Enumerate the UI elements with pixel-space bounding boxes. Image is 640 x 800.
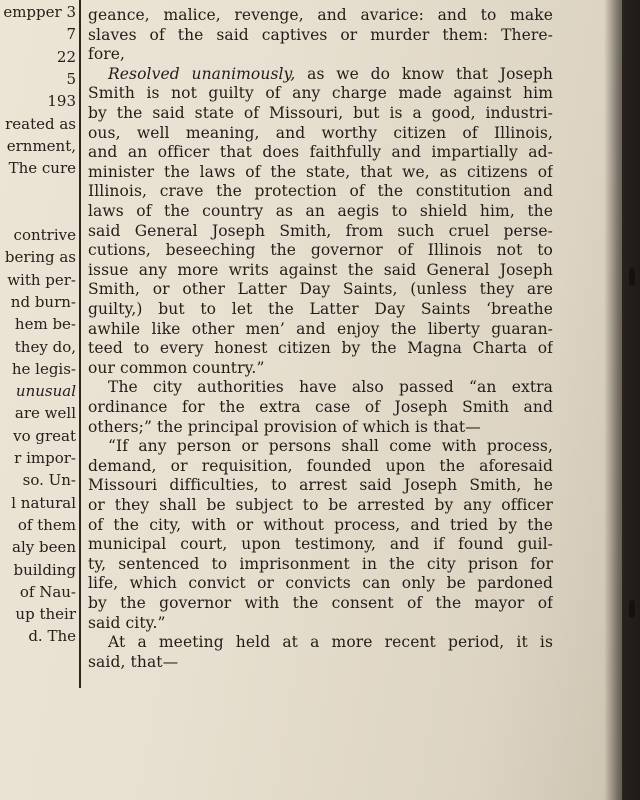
left-column-line: l natural: [11, 493, 76, 512]
article-line: The city authorities have also passed “an extra: [108, 378, 553, 397]
left-column-line: are well: [14, 404, 76, 423]
article-line: or they shall be subject to be arrested by any officer: [88, 496, 553, 514]
left-column-line: of them: [17, 515, 76, 534]
main-article-column: [88, 0, 553, 690]
left-column-line: with per-: [7, 270, 76, 289]
article-line: said, that—: [88, 652, 179, 671]
article-line: issue any more writs against the said General Joseph: [88, 260, 553, 279]
left-column-line: contrive: [13, 226, 76, 244]
left-column-line: 7: [66, 25, 76, 44]
article-line: Smith, or other Latter Day Saints, (unless they are: [88, 280, 553, 299]
left-column-line: d. The: [28, 627, 76, 646]
article-line: municipal court, upon testimony, and if found guil-: [88, 535, 553, 554]
article-line: awhile like other men’ and enjoy the liberty guaran-: [88, 319, 553, 338]
left-column-line: nd burn-: [10, 292, 76, 311]
article-line: and an officer that does faithfully and impartially ad-: [88, 143, 553, 162]
article-line: Illinois, crave the protection of the constitution and: [88, 182, 553, 201]
left-column-line: of Nau-: [19, 582, 76, 601]
article-line: Missouri difficulties, to arrest said Joseph Smith, he: [88, 476, 553, 495]
left-column-line: empper 3: [3, 3, 76, 21]
left-column-line: 5: [66, 69, 76, 88]
article-line: fore,: [88, 45, 126, 64]
article-line: teed to every honest citizen by the Magna Charta of: [88, 339, 553, 358]
left-column-line: up their: [15, 605, 76, 624]
article-line: of the city, with or without process, and tried by the: [88, 515, 553, 534]
article-line: life, which convict or convicts can only be pardoned: [88, 574, 553, 593]
article-line: slaves of the said captives or murder them: There-: [88, 25, 553, 44]
article-line: demand, or requisition, founded upon the aforesaid: [88, 456, 553, 475]
left-column-line: they do,: [14, 337, 76, 356]
left-column-line: bering as: [4, 248, 76, 267]
left-column-line: reated as: [5, 114, 76, 133]
article-line: Smith is not guilty of any charge made against him: [88, 84, 553, 103]
left-column-line: he legis-: [11, 359, 76, 378]
article-line: by the governor with the consent of the mayor of: [88, 594, 553, 612]
left-column-line: 193: [47, 92, 76, 111]
left-column-line: r impor-: [14, 449, 76, 467]
article-line: others;” the principal provision of which is that—: [88, 417, 481, 436]
left-column-line: hem be-: [14, 315, 76, 334]
binding-mark: [629, 600, 635, 618]
article-line: ty, sentenced to imprisonment in the city prison for: [88, 554, 553, 573]
left-column-fragment: [0, 0, 78, 690]
article-line: our common country.”: [88, 358, 265, 377]
article-line: ordinance for the extra case of Joseph Smith and: [88, 398, 553, 416]
left-column-line: The cure: [8, 159, 76, 178]
left-column-line: vo great: [13, 426, 76, 445]
article-line: At a meeting held at a more recent period, it is: [108, 633, 553, 652]
left-column-line: ernment,: [6, 136, 76, 155]
binding-mark: [629, 268, 635, 286]
article-line: “If any person or persons shall come with process,: [108, 437, 553, 456]
article-line: said city.”: [88, 613, 166, 632]
left-column-line: so. Un-: [22, 471, 76, 490]
column-rule: [79, 0, 81, 688]
page-edge-shadow: [604, 0, 640, 800]
article-line: laws of the country as an aegis to shield him, the: [88, 202, 553, 220]
article-line-text: as we do know that Joseph: [295, 64, 553, 83]
article-line: minister the laws of the state, that we, as citizens of: [88, 162, 553, 181]
article-line: ous, well meaning, and worthy citizen of Illinois,: [88, 123, 553, 142]
article-line: guilty,) but to let the Latter Day Saints ‘breathe: [88, 300, 553, 318]
left-column-line: unusual: [15, 382, 76, 401]
article-line: said General Joseph Smith, from such cruel perse-: [88, 221, 553, 240]
article-line: cutions, beseeching the governor of Illinois not to: [88, 241, 553, 260]
article-line: geance, malice, revenge, and avarice: and to make: [88, 6, 553, 24]
article-line: by the said state of Missouri, but is a good, industri-: [88, 104, 553, 122]
left-column-line: 22: [56, 47, 76, 66]
resolved-lead: Resolved unanimously,: [108, 64, 296, 83]
left-column-line: aly been: [12, 538, 76, 557]
left-column-line: building: [13, 560, 76, 579]
